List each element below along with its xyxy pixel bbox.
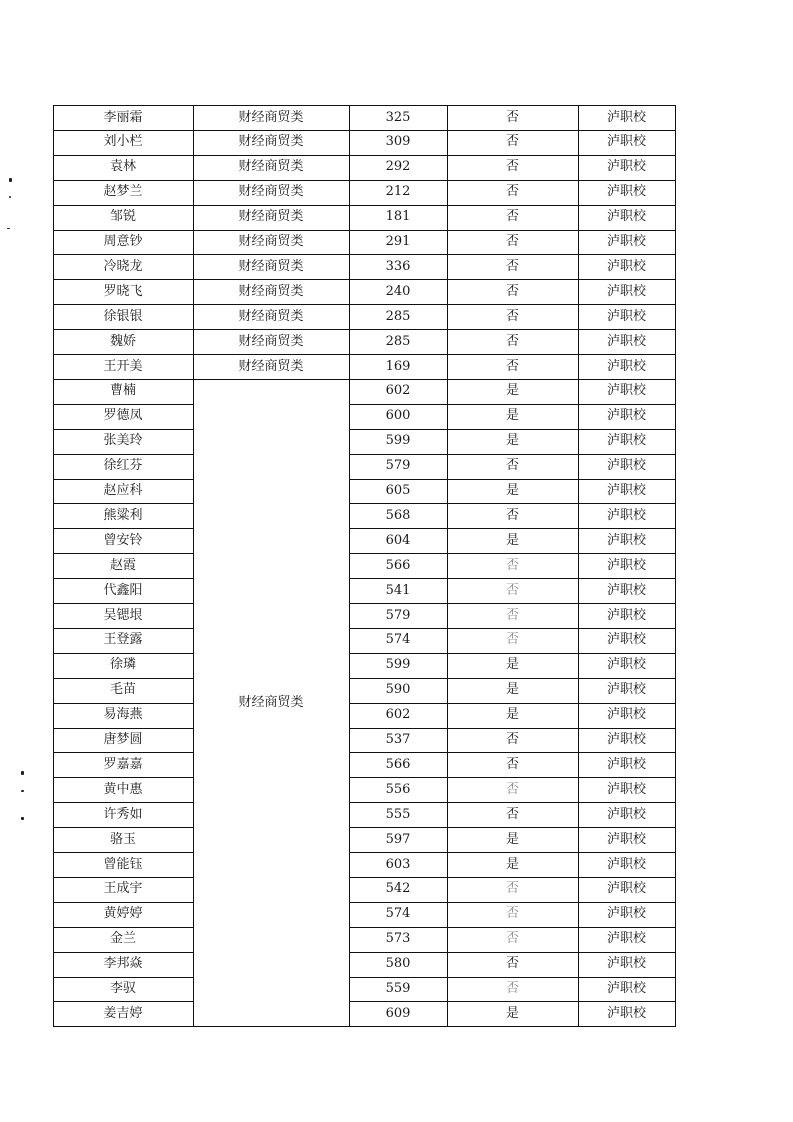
student-name: 赵梦兰: [103, 184, 143, 200]
score-value: 579: [385, 607, 411, 623]
score-value: 541: [385, 582, 411, 598]
score-value: 604: [385, 532, 411, 548]
school-name: 泸职校: [606, 109, 646, 125]
school-name: 泸职校: [606, 408, 646, 424]
score-value: 542: [385, 881, 411, 897]
flag-value: 是: [505, 532, 519, 548]
flag-value: 否: [505, 134, 519, 150]
flag-value: 否: [505, 756, 519, 772]
flag-value: 否: [505, 582, 519, 598]
score-value: 169: [385, 358, 411, 374]
score-value: 609: [385, 1005, 411, 1021]
student-name: 刘小栏: [103, 134, 143, 150]
school-name: 泸职校: [606, 507, 646, 523]
flag-value: 否: [505, 981, 519, 996]
student-name: 张美玲: [103, 433, 143, 449]
scan-speck: [21, 817, 24, 820]
scan-speck: [21, 771, 24, 775]
school-name: 泸职校: [606, 134, 646, 150]
flag-value: 是: [505, 433, 519, 449]
score-value: 566: [385, 756, 411, 772]
school-name: 泸职校: [606, 906, 646, 922]
student-name: 曾安铃: [103, 532, 143, 548]
student-name: 周意钞: [103, 234, 143, 249]
score-value: 605: [385, 483, 411, 498]
major-category: 财经商贸类: [238, 234, 304, 249]
school-name: 泸职校: [606, 258, 646, 274]
flag-value: 否: [505, 109, 519, 125]
school-name: 泸职校: [606, 333, 646, 349]
student-name: 李邦焱: [103, 956, 143, 972]
school-name: 泸职校: [606, 209, 646, 225]
school-name: 泸职校: [606, 582, 646, 598]
student-name: 易海燕: [103, 707, 143, 723]
school-name: 泸职校: [606, 308, 646, 324]
flag-value: 是: [505, 856, 519, 872]
flag-value: 否: [505, 458, 519, 474]
table-right-border: [675, 105, 676, 1027]
student-name: 黄婷婷: [103, 906, 143, 922]
student-name: 李丽霜: [103, 109, 143, 125]
score-value: 336: [385, 258, 411, 274]
merged-major-category: 财经商贸类: [238, 695, 304, 711]
student-name: 王登露: [103, 632, 143, 648]
flag-value: 否: [505, 308, 519, 324]
student-name: 熊粱利: [103, 507, 143, 523]
student-name: 唐梦圆: [103, 732, 143, 747]
flag-value: 否: [505, 184, 519, 200]
score-value: 602: [385, 383, 411, 399]
student-name: 罗嘉嘉: [103, 756, 143, 772]
table-bottom-border: [53, 1026, 675, 1027]
flag-value: 否: [505, 209, 519, 225]
scan-speck: [7, 228, 10, 229]
student-name: 黄中惠: [103, 781, 143, 797]
flag-value: 否: [505, 906, 519, 922]
score-value: 597: [385, 831, 411, 847]
flag-value: 否: [505, 258, 519, 274]
score-value: 285: [385, 308, 411, 324]
score-value: 291: [385, 234, 411, 249]
student-name: 袁林: [109, 159, 136, 175]
score-value: 579: [385, 458, 411, 474]
scan-speck: [21, 790, 24, 792]
school-name: 泸职校: [606, 483, 646, 498]
flag-value: 是: [505, 831, 519, 847]
school-name: 泸职校: [606, 433, 646, 449]
school-name: 泸职校: [606, 159, 646, 175]
flag-value: 是: [505, 383, 519, 399]
student-name: 毛苗: [109, 682, 136, 698]
student-name: 徐银银: [103, 308, 143, 324]
score-value: 555: [385, 806, 411, 822]
student-name: 王成宇: [103, 881, 143, 897]
score-value: 580: [385, 956, 411, 972]
flag-value: 否: [505, 333, 519, 349]
major-category: 财经商贸类: [238, 209, 304, 225]
student-name: 罗德凤: [103, 408, 143, 424]
student-name: 赵霞: [109, 557, 136, 573]
school-name: 泸职校: [606, 756, 646, 772]
student-name: 金兰: [109, 931, 136, 947]
school-name: 泸职校: [606, 831, 646, 847]
school-name: 泸职校: [606, 458, 646, 474]
school-name: 泸职校: [606, 234, 646, 249]
score-value: 574: [385, 632, 411, 648]
school-name: 泸职校: [606, 657, 646, 673]
school-name: 泸职校: [606, 532, 646, 548]
school-name: 泸职校: [606, 707, 646, 723]
school-name: 泸职校: [606, 383, 646, 399]
school-name: 泸职校: [606, 781, 646, 797]
major-category: 财经商贸类: [238, 283, 304, 299]
flag-value: 否: [505, 806, 519, 822]
flag-value: 否: [505, 283, 519, 299]
score-value: 599: [385, 657, 411, 673]
student-name: 许秀如: [103, 806, 143, 822]
student-name: 徐红芬: [103, 458, 143, 474]
score-value: 603: [385, 856, 411, 872]
school-name: 泸职校: [606, 283, 646, 299]
student-name: 代鑫阳: [103, 582, 143, 598]
score-value: 573: [385, 931, 411, 947]
flag-value: 是: [505, 707, 519, 723]
student-name: 曹楠: [109, 383, 136, 399]
school-name: 泸职校: [606, 806, 646, 822]
student-name: 骆玉: [109, 831, 136, 847]
major-category: 财经商贸类: [238, 184, 304, 200]
major-category: 财经商贸类: [238, 333, 304, 349]
school-name: 泸职校: [606, 1005, 646, 1021]
student-name: 王开美: [103, 358, 143, 374]
school-name: 泸职校: [606, 956, 646, 972]
flag-value: 否: [505, 732, 519, 747]
score-value: 566: [385, 557, 411, 573]
major-category: 财经商贸类: [238, 134, 304, 150]
flag-value: 否: [505, 632, 519, 648]
score-value: 600: [385, 408, 411, 424]
flag-value: 是: [505, 408, 519, 424]
flag-value: 是: [505, 657, 519, 673]
score-value: 590: [385, 682, 411, 698]
school-name: 泸职校: [606, 981, 646, 996]
score-value: 285: [385, 333, 411, 349]
student-name: 邹锐: [109, 209, 136, 225]
score-value: 181: [385, 209, 411, 225]
score-value: 602: [385, 707, 411, 723]
flag-value: 否: [505, 557, 519, 573]
flag-value: 否: [505, 607, 519, 623]
student-name: 吴锶垠: [103, 607, 143, 623]
flag-value: 否: [505, 956, 519, 972]
flag-value: 否: [505, 159, 519, 175]
major-category: 财经商贸类: [238, 358, 304, 374]
school-name: 泸职校: [606, 607, 646, 623]
flag-value: 否: [505, 358, 519, 374]
school-name: 泸职校: [606, 682, 646, 698]
flag-value: 否: [505, 234, 519, 249]
school-name: 泸职校: [606, 632, 646, 648]
student-name: 冷晓龙: [103, 258, 143, 274]
score-value: 599: [385, 433, 411, 449]
score-value: 574: [385, 906, 411, 922]
school-name: 泸职校: [606, 184, 646, 200]
score-value: 568: [385, 507, 411, 523]
score-value: 212: [385, 184, 411, 200]
score-value: 309: [385, 134, 411, 150]
flag-value: 否: [505, 881, 519, 897]
flag-value: 是: [505, 682, 519, 698]
score-value: 240: [385, 283, 411, 299]
score-value: 556: [385, 781, 411, 797]
score-value: 325: [385, 109, 411, 125]
scan-speck: [9, 178, 12, 182]
student-name: 赵应科: [103, 483, 143, 498]
school-name: 泸职校: [606, 881, 646, 897]
major-category: 财经商贸类: [238, 308, 304, 324]
student-name: 姜吉婷: [103, 1005, 143, 1021]
flag-value: 否: [505, 781, 519, 797]
major-category: 财经商贸类: [238, 159, 304, 175]
school-name: 泸职校: [606, 931, 646, 947]
flag-value: 否: [505, 931, 519, 947]
school-name: 泸职校: [606, 856, 646, 872]
flag-value: 否: [505, 507, 519, 523]
school-name: 泸职校: [606, 557, 646, 573]
score-value: 559: [385, 981, 411, 996]
major-category: 财经商贸类: [238, 258, 304, 274]
score-value: 537: [385, 732, 411, 747]
school-name: 泸职校: [606, 732, 646, 747]
student-name: 曾能钰: [103, 856, 143, 872]
flag-value: 是: [505, 483, 519, 498]
student-name: 李驭: [109, 981, 136, 996]
score-value: 292: [385, 159, 411, 175]
school-name: 泸职校: [606, 358, 646, 374]
student-name: 魏娇: [109, 333, 136, 349]
major-category: 财经商贸类: [238, 109, 304, 125]
student-name: 徐璘: [109, 657, 136, 673]
scan-speck: [9, 196, 11, 198]
student-name: 罗晓飞: [103, 283, 143, 299]
flag-value: 是: [505, 1005, 519, 1021]
